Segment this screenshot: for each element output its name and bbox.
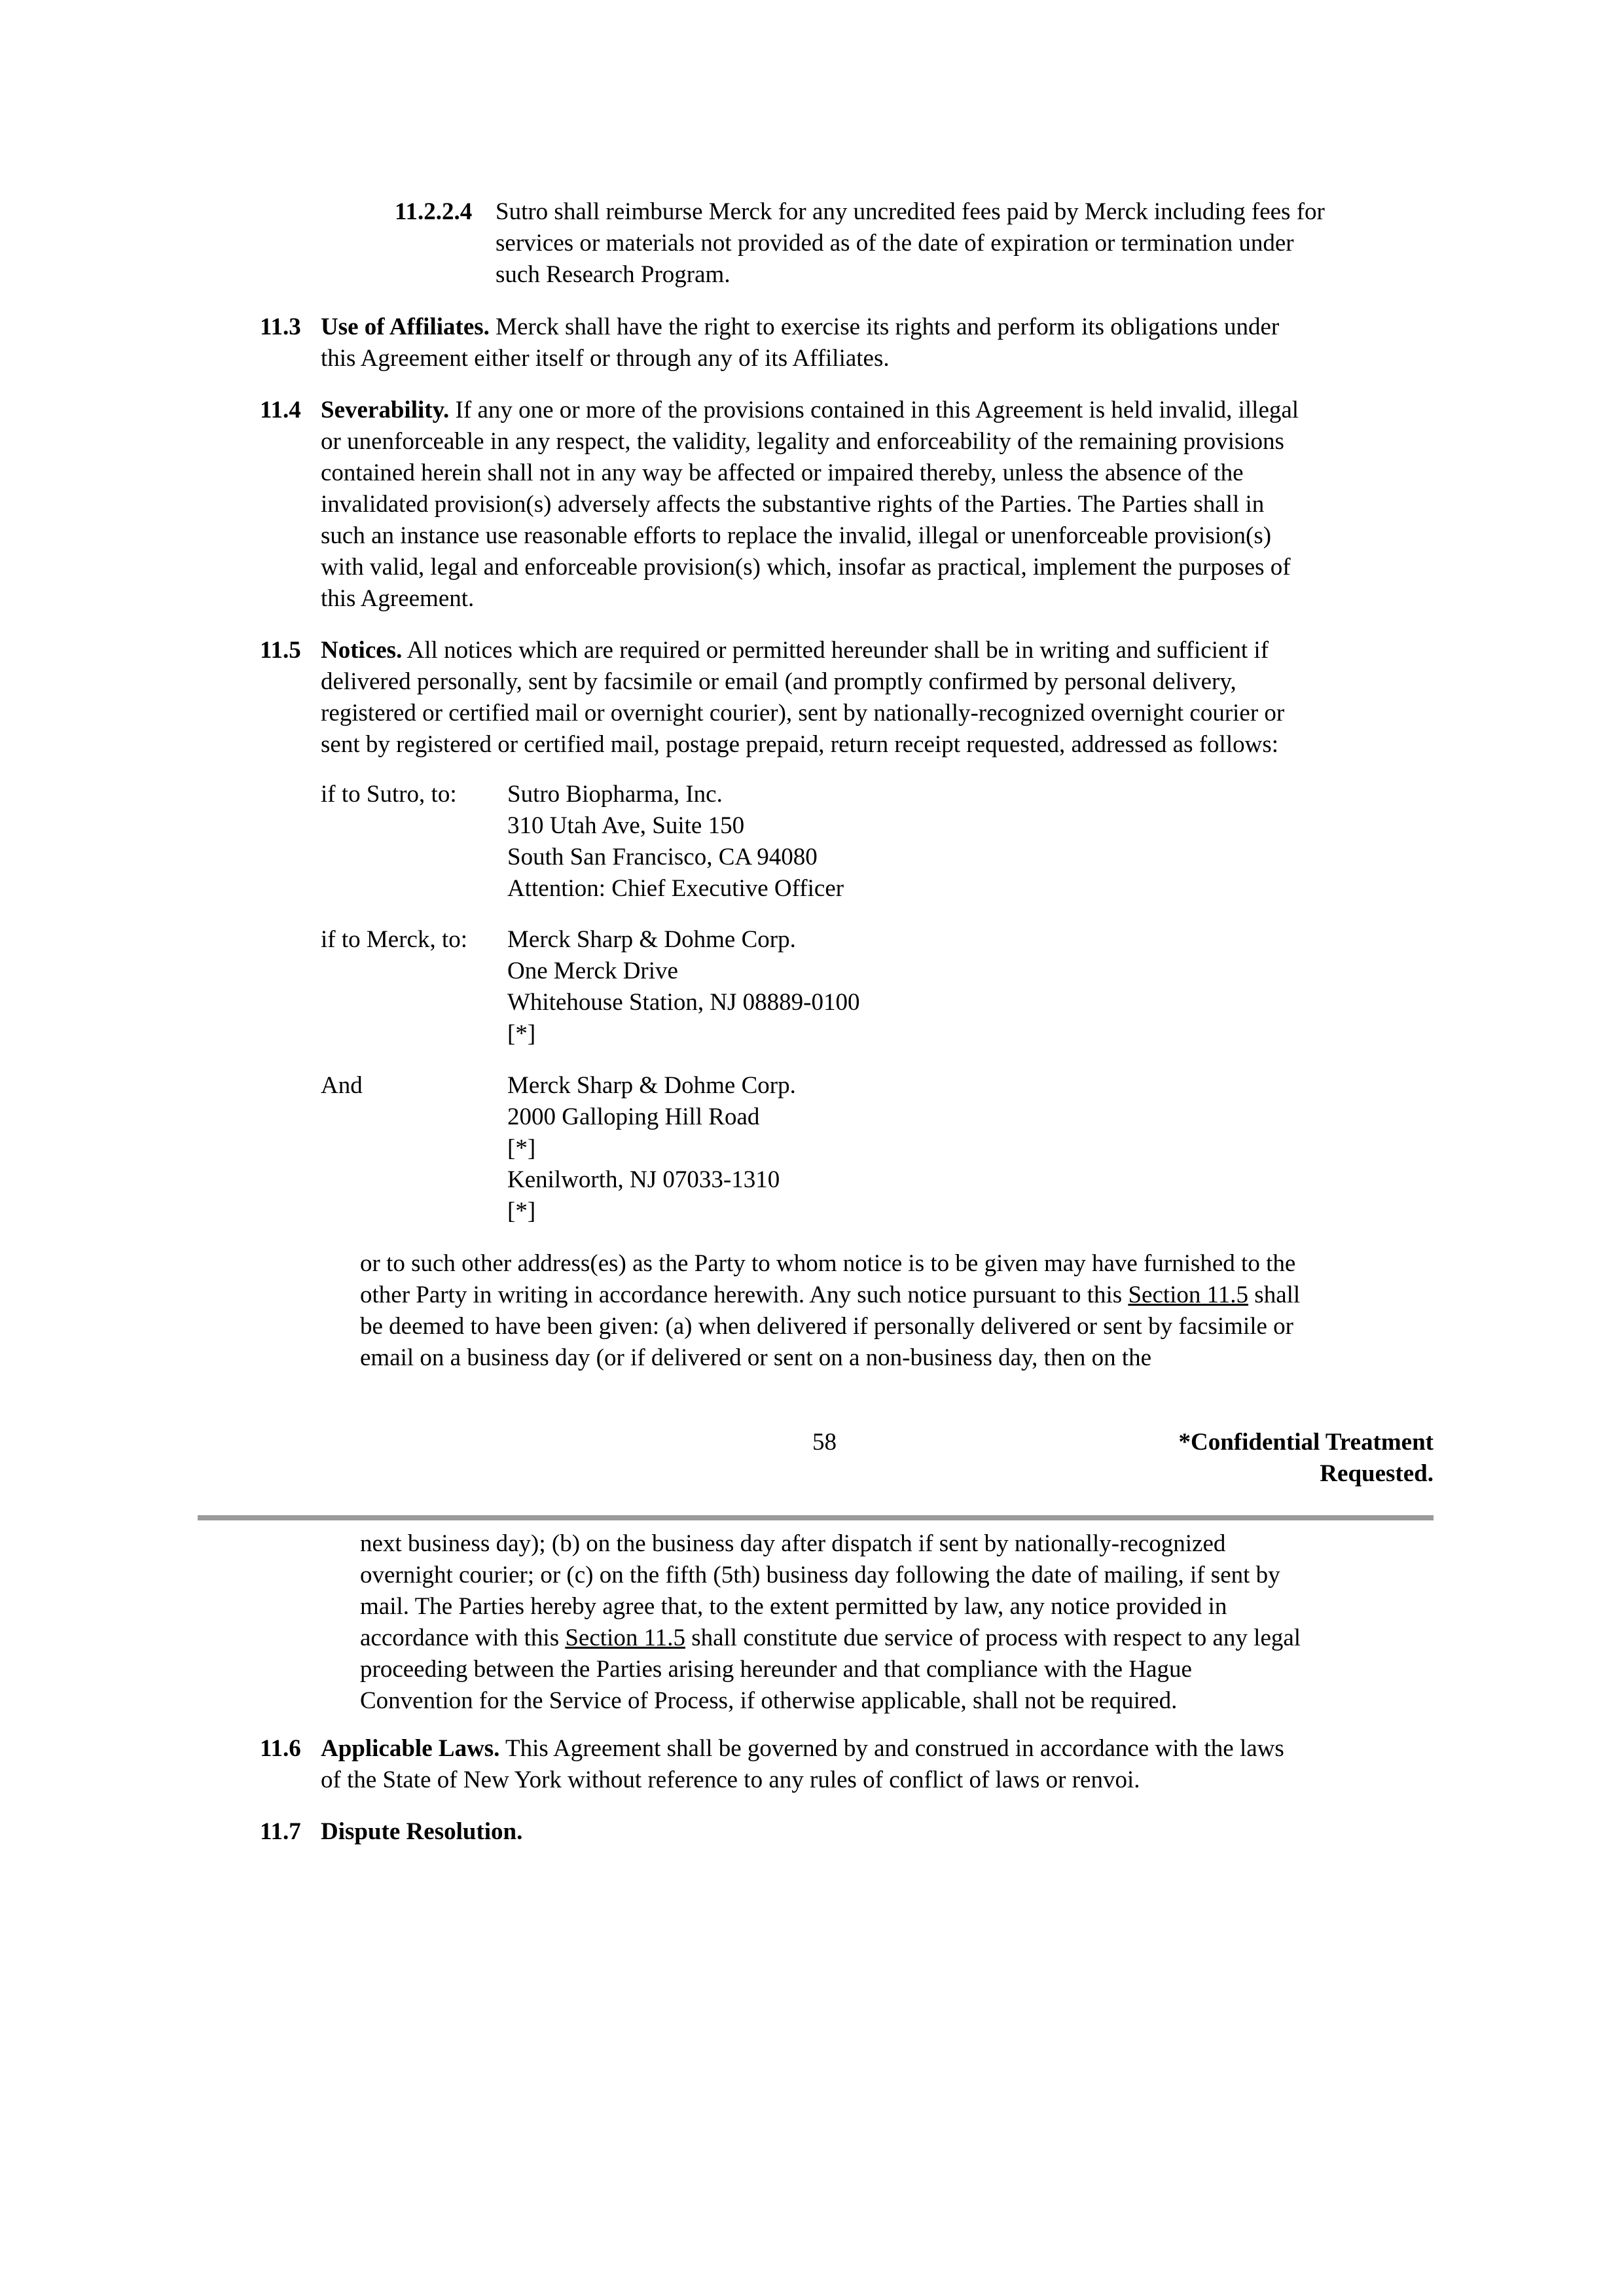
section-body xyxy=(321,1733,1434,1796)
text-line: sent by registered or certified mail, postage prepaid, return receipt requested, addressed as follows: xyxy=(321,731,1279,758)
address-line: Whitehouse Station, NJ 08889-0100 xyxy=(507,989,860,1016)
address-line: One Merck Drive xyxy=(507,958,678,984)
text-line: delivered personally, sent by facsimile or email (and promptly confirmed by personal delivery, xyxy=(321,668,1236,695)
address-label-merck: if to Merck, to: xyxy=(321,926,468,953)
text-line: registered or certified mail or overnight courier), sent by nationally-recognized overnight courier or xyxy=(321,700,1285,726)
address-line: Sutro Biopharma, Inc. xyxy=(507,781,723,808)
text-line: services or materials not provided as of the date of expiration or termination under xyxy=(496,230,1294,257)
address-line: Merck Sharp & Dohme Corp. xyxy=(507,926,796,953)
text-line: or to such other address(es) as the Party to whom notice is to be given may have furnished to the xyxy=(360,1250,1296,1277)
section-heading: Dispute Resolution. xyxy=(321,1818,523,1845)
text-line: If any one or more of the provisions contained in this Agreement is held invalid, illegal xyxy=(449,397,1299,423)
address-label-and: And xyxy=(321,1072,363,1099)
address-line: South San Francisco, CA 94080 xyxy=(507,844,818,870)
text-line: next business day); (b) on the business day after dispatch if sent by nationally-recognized xyxy=(360,1530,1226,1557)
text-line: other Party in writing in accordance herewith. Any such notice pursuant to this xyxy=(360,1282,1128,1308)
text-line: or unenforceable in any respect, the validity, legality and enforceability of the remaining provisions xyxy=(321,428,1284,455)
text-line: overnight courier; or (c) on the fifth (5th) business day following the date of mailing, if sent by xyxy=(360,1562,1280,1588)
text-line: All notices which are required or permitted hereunder shall be in writing and sufficient if xyxy=(402,637,1269,664)
section-body xyxy=(321,395,1434,615)
section-number: 11.2.2.4 xyxy=(395,198,473,225)
address-line: [*] xyxy=(507,1020,536,1047)
text-line: accordance with this xyxy=(360,1624,566,1651)
section-number: 11.4 xyxy=(260,397,301,423)
address-line: Merck Sharp & Dohme Corp. xyxy=(507,1072,796,1099)
section-body xyxy=(496,196,1451,291)
address-line: [*] xyxy=(507,1198,536,1225)
page-number: 58 xyxy=(812,1429,837,1456)
address-label-sutro: if to Sutro, to: xyxy=(321,781,457,808)
text-line: such Research Program. xyxy=(496,261,731,288)
text-line: proceeding between the Parties arising hereunder and that compliance with the Hague xyxy=(360,1656,1192,1683)
address-block-merck-2 xyxy=(507,1070,796,1227)
text-line: Merck shall have the right to exercise its rights and perform its obligations under xyxy=(489,314,1280,340)
section-body xyxy=(321,312,1434,374)
text-line: of the State of New York without reference to any rules of conflict of laws or renvoi. xyxy=(321,1767,1140,1793)
address-line: [*] xyxy=(507,1135,536,1162)
text-line: Sutro shall reimburse Merck for any uncredited fees paid by Merck including fees for xyxy=(496,198,1325,225)
text-line: contained herein shall not in any way be affected or impaired thereby, unless the absence of the xyxy=(321,459,1244,486)
section-heading: Severability. xyxy=(321,397,450,423)
notice-continuation xyxy=(360,1248,1440,1374)
section-body xyxy=(321,635,1434,761)
text-line: invalidated provision(s) adversely affects the substantive rights of the Parties. The Parties shall in xyxy=(321,491,1265,518)
text-line: Convention for the Service of Process, if otherwise applicable, shall not be required. xyxy=(360,1687,1178,1714)
section-reference-link[interactable]: Section 11.5 xyxy=(565,1624,685,1651)
address-line: 2000 Galloping Hill Road xyxy=(507,1103,760,1130)
section-number: 11.3 xyxy=(260,314,301,340)
address-line: Kenilworth, NJ 07033-1310 xyxy=(507,1166,780,1193)
section-number: 11.6 xyxy=(260,1735,301,1762)
address-line: 310 Utah Ave, Suite 150 xyxy=(507,812,745,839)
text-line: shall constitute due service of process with respect to any legal xyxy=(685,1624,1301,1651)
page-divider xyxy=(198,1515,1434,1520)
section-heading: Applicable Laws. xyxy=(321,1735,500,1762)
address-line: Attention: Chief Executive Officer xyxy=(507,875,844,902)
section-reference-link[interactable]: Section 11.5 xyxy=(1128,1282,1249,1308)
section-heading: Use of Affiliates. xyxy=(321,314,490,340)
text-line: be deemed to have been given: (a) when delivered if personally delivered or sent by facsimile or xyxy=(360,1313,1293,1340)
text-line: shall xyxy=(1248,1282,1301,1308)
text-line: This Agreement shall be governed by and construed in accordance with the laws xyxy=(499,1735,1284,1762)
text-line: this Agreement either itself or through any of its Affiliates. xyxy=(321,345,890,372)
text-line: mail. The Parties hereby agree that, to the extent permitted by law, any notice provided in xyxy=(360,1593,1227,1620)
confidential-line: Requested. xyxy=(1320,1460,1434,1487)
section-body xyxy=(321,1816,1434,1848)
text-line: such an instance use reasonable efforts to replace the invalid, illegal or unenforceable provision(s) xyxy=(321,522,1272,549)
text-line: with valid, legal and enforceable provision(s) which, insofar as practical, implement the purposes of xyxy=(321,554,1291,581)
section-number: 11.5 xyxy=(260,637,301,664)
notice-continuation xyxy=(360,1528,1440,1717)
text-line: email on a business day (or if delivered or sent on a non-business day, then on the xyxy=(360,1344,1152,1371)
confidential-line: *Confidential Treatment xyxy=(1178,1429,1434,1456)
address-block-merck xyxy=(507,924,860,1050)
section-number: 11.7 xyxy=(260,1818,301,1845)
confidential-notice xyxy=(1047,1427,1434,1490)
address-block-sutro xyxy=(507,779,844,905)
section-heading: Notices. xyxy=(321,637,403,664)
text-line: this Agreement. xyxy=(321,585,475,612)
